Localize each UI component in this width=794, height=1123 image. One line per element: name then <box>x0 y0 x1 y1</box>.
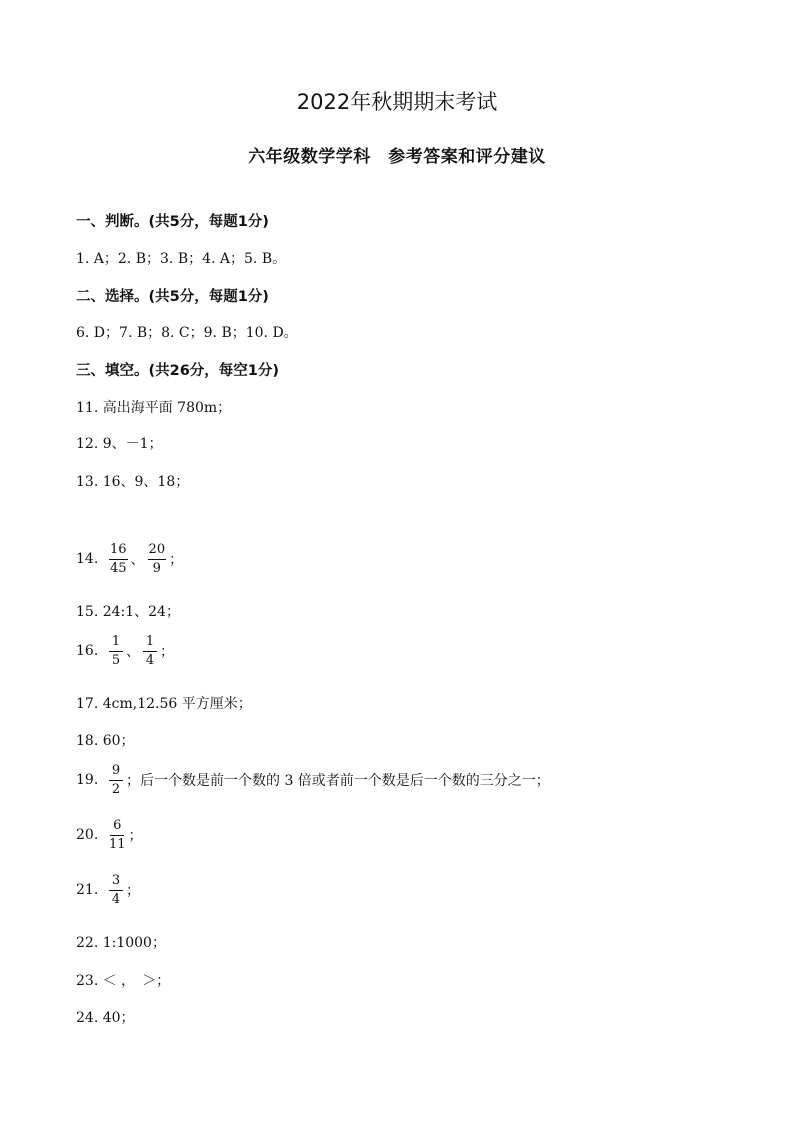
fraction: $\frac{1}{4}$ <box>143 635 157 667</box>
question-number: 14. <box>76 551 99 568</box>
fraction: $\frac{16}{45}$ <box>110 542 127 576</box>
section-heading-choice: 二、选择。(共5分，每题1分) <box>76 289 269 305</box>
answer-19 <box>76 764 550 796</box>
question-number: 21. <box>76 882 99 899</box>
section-heading-judgment: 一、判断。(共5分，每题1分) <box>76 214 269 230</box>
page-title: 2022年秋期期末考试 <box>296 90 498 114</box>
answer-15: 15. 24:1、24； <box>76 604 180 620</box>
answer-tail: ； <box>128 828 143 845</box>
answer-line-1-5: 1. A；2. B；3. B；4. A；5. B。 <box>76 251 287 267</box>
answer-24: 24. 40； <box>76 1010 135 1026</box>
answer-16 <box>76 635 174 667</box>
answer-13: 13. 16、9、18； <box>76 474 190 490</box>
separator: 、 <box>126 644 140 661</box>
question-number: 20. <box>76 827 99 844</box>
answer-20 <box>76 819 143 851</box>
page-subtitle: 六年级数学学科 参考答案和评分建议 <box>248 147 546 167</box>
answer-11: 11. 高出海平面 780m； <box>76 400 232 416</box>
answer-line-6-10: 6. D；7. B；8. C；9. B；10. D。 <box>76 325 298 341</box>
answer-18: 18. 60； <box>76 733 135 749</box>
answer-12: 12. 9、－1； <box>76 436 163 452</box>
answer-22: 22. 1:1000； <box>76 935 166 951</box>
answer-21 <box>76 874 140 906</box>
answer-23: 23. ＜ ， ＞； <box>76 973 171 989</box>
section-heading-fill: 三、填空。(共26分，每空1分) <box>76 363 280 379</box>
question-number: 19. <box>76 772 99 789</box>
answer-tail: ；后一个数是前一个数的 3 倍或者前一个数是后一个数的三分之一； <box>126 773 550 790</box>
answer-tail: ； <box>160 644 174 661</box>
fraction: $\frac{1}{5}$ <box>109 635 123 667</box>
answer-tail: ； <box>169 552 184 569</box>
fraction: $\frac{3}{4}$ <box>109 874 123 906</box>
separator: 、 <box>130 552 145 569</box>
answer-17: 17. 4cm,12.56 平方厘米； <box>76 696 252 712</box>
answer-14 <box>76 543 183 575</box>
fraction: $\frac{20}{9}$ <box>148 542 166 576</box>
answer-tail: ； <box>126 883 140 900</box>
question-number: 16. <box>76 643 99 660</box>
fraction: $\frac{6}{11}$ <box>109 818 126 852</box>
fraction: $\frac{9}{2}$ <box>109 764 123 796</box>
